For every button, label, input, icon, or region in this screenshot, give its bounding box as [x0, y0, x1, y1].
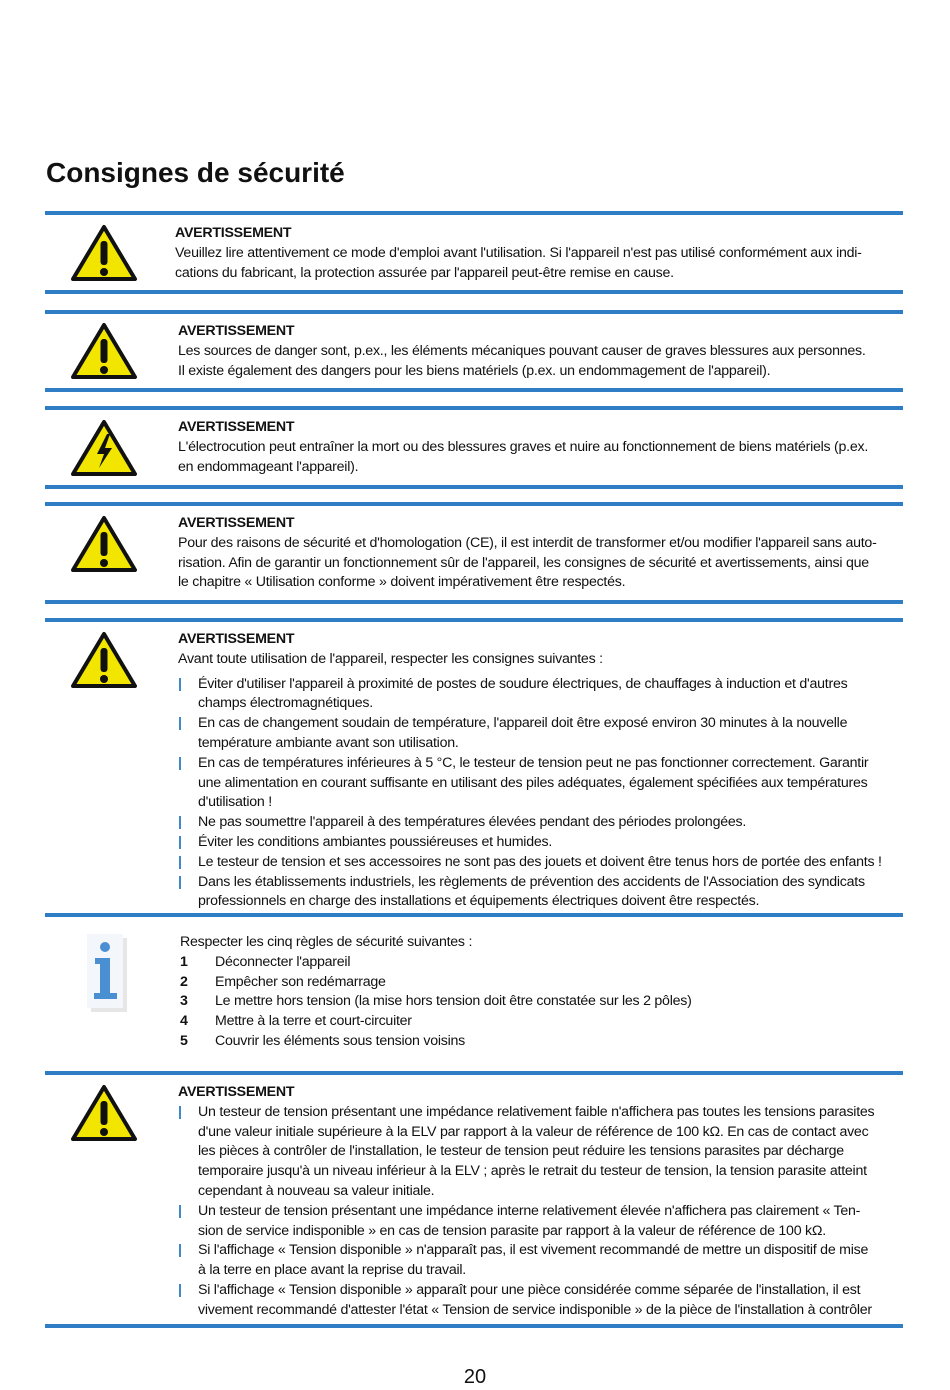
text-line: L'électrocution peut entraîner la mort ou des blessures graves et nuire au fonctionnement de biens matériels (p.ex. — [178, 438, 869, 455]
list-item: 1 Déconnecter l'appareil — [180, 953, 351, 970]
warning-heading: AVERTISSEMENT — [178, 1084, 295, 1100]
text-line: Veuillez lire attentivement ce mode d'emploi avant l'utilisation. Si l'appareil n'est pas utilisé conformément aux indi- — [175, 244, 862, 261]
list-item: | Un testeur de tension présentant une impédance relativement faible n'affichera pas toutes les tensions parasites d'une valeur initiale supérieure à la ELV par rapport à la valeur de référence de 100 kΩ. En cas de contact avec les pièces à contrôler de l'installation, le testeur de tension peut réduire les tensions parasites par décharge temporaire jusqu'à un niveau inférieur à la ELV ; après le retrait du testeur de tension, la tension parasite atteint cependant à nouveau sa valeur initiale. — [178, 1103, 903, 1202]
warning-block-3 — [45, 406, 903, 489]
list-item: | En cas de changement soudain de température, l'appareil doit être exposé environ 30 minutes à la nouvelle température ambiante avant son utilisation. — [178, 714, 903, 754]
page-number: 20 — [463, 1366, 487, 1388]
info-block — [45, 930, 903, 1050]
warning-heading: AVERTISSEMENT — [178, 323, 295, 339]
warning-text-3 — [178, 418, 903, 477]
list-item: 5 Couvrir les éléments sous tension voisins — [180, 1032, 465, 1049]
warning-text-1 — [175, 224, 903, 283]
warning-heading: AVERTISSEMENT — [178, 631, 295, 647]
warning-text-5 — [178, 630, 903, 912]
warning-text-2 — [178, 322, 903, 381]
warning-block-1 — [45, 211, 903, 294]
text-line: en endommageant l'appareil). — [178, 458, 359, 475]
list-item: 3 Le mettre hors tension (la mise hors tension doit être constatée sur les 2 pôles) — [180, 993, 692, 1010]
warning-block-2 — [45, 310, 903, 392]
info-text — [180, 933, 903, 1052]
warning-exclamation-icon — [69, 514, 139, 579]
list-item: | Un testeur de tension présentant une impédance interne relativement élevée n'affichera pas clairement « Ten- sion de service indisponible » en cas de tension parasite par rapport à la valeur de référence de 100 kΩ. — [178, 1202, 903, 1242]
electrical-hazard-icon — [69, 418, 139, 483]
warning-block-4 — [45, 502, 903, 604]
list-item: | Éviter d'utiliser l'appareil à proximité de postes de soudure électriques, de chauffages à induction et d'autres champs électromagnétiques. — [178, 675, 903, 715]
warning-exclamation-icon — [69, 1083, 139, 1148]
text-line: cations du fabricant, la protection assurée par l'appareil peut-être remise en cause. — [175, 264, 674, 281]
numbered-list — [180, 953, 903, 1052]
warning-heading: AVERTISSEMENT — [178, 419, 295, 435]
text-line: Les sources de danger sont, p.ex., les éléments mécaniques pouvant causer de graves blessures aux personnes. — [178, 342, 866, 359]
text-line: le chapitre « Utilisation conforme » doivent impérativement être respectés. — [178, 574, 626, 591]
page-title: Consignes de sécurité — [46, 157, 345, 188]
list-item: | En cas de températures inférieures à 5 °C, le testeur de tension peut ne pas fonctionner correctement. Garantir une alimentation en courant suffisante en utilisant des piles adéquates, également spécifiées aux températures d'utilisation ! — [178, 754, 903, 813]
info-icon — [87, 934, 127, 1017]
warning-exclamation-icon — [69, 630, 139, 695]
list-item: | Le testeur de tension et ses accessoires ne sont pas des jouets et doivent être tenus hors de portée des enfants ! — [178, 853, 903, 873]
text-line: Il existe également des dangers pour les biens matériels (p.ex. un endommagement de l'appareil). — [178, 362, 771, 379]
bullet-list — [178, 1103, 903, 1321]
text-line: Pour des raisons de sécurité et d'homologation (CE), il est interdit de transformer et/ou modifier l'appareil sans auto- — [178, 534, 877, 551]
warning-exclamation-icon — [69, 223, 139, 288]
warning-exclamation-icon — [69, 321, 139, 386]
list-item: 2 Empêcher son redémarrage — [180, 973, 386, 990]
warning-block-6 — [45, 1071, 903, 1328]
warning-heading: AVERTISSEMENT — [178, 515, 295, 531]
list-item: | Dans les établissements industriels, les règlements de prévention des accidents de l'Association des syndicats professionnels en charge des installations et équipements électriques doivent être respectés. — [178, 873, 903, 913]
list-item: | Si l'affichage « Tension disponible » apparaît pour une pièce considérée comme séparée de l'installation, il est vivement recommandé d'attester l'état « Tension de service indisponible » de la pièce de l'installation à contrôler — [178, 1281, 903, 1321]
warning-heading: AVERTISSEMENT — [175, 225, 292, 241]
list-item: 4 Mettre à la terre et court-circuiter — [180, 1013, 412, 1030]
list-item: | Éviter les conditions ambiantes poussiéreuses et humides. — [178, 833, 903, 853]
list-item: | Ne pas soumettre l'appareil à des températures élevées pendant des périodes prolongées. — [178, 813, 903, 833]
bullet-list — [178, 675, 903, 913]
warning-block-5 — [45, 618, 903, 917]
intro-text: Respecter les cinq règles de sécurité suivantes : — [180, 934, 473, 950]
text-line: risation. Afin de garantir un fonctionnement sûr de l'appareil, les consignes de sécurité et avertissements, ainsi que — [178, 554, 869, 571]
warning-text-6 — [178, 1083, 903, 1321]
warning-text-4 — [178, 514, 903, 593]
intro-text: Avant toute utilisation de l'appareil, respecter les consignes suivantes : — [178, 650, 603, 667]
list-item: | Si l'affichage « Tension disponible » n'apparaît pas, il est vivement recommandé de mettre un dispositif de mise à la terre en place avant la reprise du travail. — [178, 1241, 903, 1281]
